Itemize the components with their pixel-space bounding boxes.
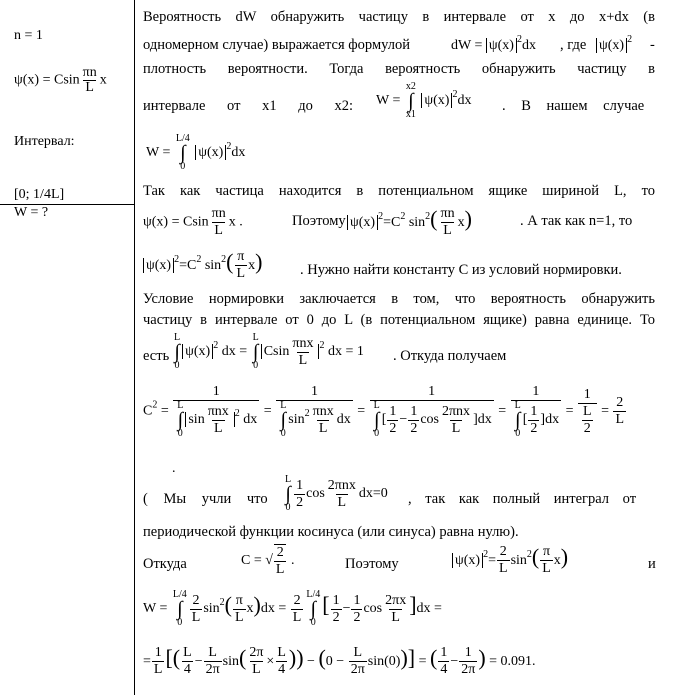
formula-dW: dW = ψ(x) $^2$dx <box>451 34 536 53</box>
p2-line3: . Нужно найти константу C из условий нормировки. <box>300 262 622 278</box>
p2-line2a: Поэтому <box>292 213 346 229</box>
p1-line3: плотность вероятности. Тогда вероятность обнаружить частицу в <box>143 61 655 77</box>
p4-line2: периодической функции косинуса (или синуса) равна нулю). <box>143 524 519 540</box>
p4-line1b: , так как полный интеграл от <box>408 491 637 507</box>
interval-label: Интервал: <box>14 134 75 149</box>
formula-W-L4: W = L/4 ∫ 0 ψ(x) $^2$dx <box>146 133 246 172</box>
p3-line1: Условие нормировки заключается в том, что вероятность обнаружить <box>143 291 655 307</box>
p3-line2: частицу в интервале от 0 до L (в потенциальном ящике) равна единице. То <box>143 312 655 328</box>
interval-value: [0; 1/4L] <box>14 187 65 202</box>
dot: . <box>172 461 176 476</box>
given-psi: ψ(x) = Csin $\frac{\pi n}{L}$ x <box>14 65 107 95</box>
p1-line2a: одномерном случае) выражается формулой <box>143 37 410 53</box>
p4-line1a: ( Мы учли что <box>143 491 268 507</box>
formula-W-final-2: = $\frac{1}{L}$ [( $\frac{L}{4}$ − $\frac{L}{2\pi}$ sin( $\frac{2\pi}{L}$ × $\frac{L}{4}$ )) − (0 − $\frac{L}{2\pi}$ sin(0))] = ( $\frac{1}{4}$ − $\frac{1}{2\pi}$ ) = 0.091. <box>143 645 536 678</box>
formula-psi-sq: ψ(x) $^2=C^2$ $\sin^2$( $\frac{\pi n}{L}$ x) <box>347 206 472 239</box>
p3-line3a: есть <box>143 348 170 364</box>
formula-W-final-1: W = L/4 ∫ 0 $\frac{2}{L}$ $\sin^2$( $\frac{\pi}{L}$ x)dx = $\frac{2}{L}$ L/4 ∫ 0 [ $\frac{1}{2}$ − $\frac{1}{2}$ cos $\frac{2\pi x}{L}$ ]dx = <box>143 589 442 628</box>
p1-line4a: интервале от x1 до x2: <box>143 98 353 114</box>
given-n: n = 1 <box>14 28 43 43</box>
unknown-W: W = ? <box>14 205 49 220</box>
formula-C-squared: $C^2$ = 1 L ∫ 0 sin $\frac{\text{πnx}}{L}$ $^2$ dx = 1 L ∫ 0 $\sin^2$ $\frac{\text{πnx}}{L}$ dx = 1 L ∫ 0 [ $\frac{1}{2}$ − $\frac{1}{2}$ cos $\frac{\text{2πnx}}{L}$ ]dx = 1 L ∫ 0 [ $\frac{1}{2}$ ]dx = $\frac{1}{\frac{L}{2}}$ = $\frac{2}{L}$ <box>143 384 625 439</box>
p5-b: Поэтому <box>345 556 399 572</box>
formula-cos-integral: L ∫ 0 $\frac{1}{2}$ cos $\frac{\text{2πnx}}{L}$ dx=0 <box>285 474 388 513</box>
p5-a: Откуда <box>143 556 187 572</box>
p3-line3b: . Откуда получаем <box>393 348 507 364</box>
formula-density: ψ(x) $^2$ <box>596 34 632 54</box>
p1-line2b: , где <box>560 37 587 53</box>
p2-line1: Так как частица находится в потенциальном ящике шириной L, то <box>143 183 655 199</box>
p1-line2c: - <box>650 37 655 53</box>
formula-C: C = √ $\frac{2}{L}$ . <box>241 545 295 577</box>
p2-line2b: . А так как n=1, то <box>520 213 633 229</box>
formula-psi-sq-final: ψ(x) $^2$= $\frac{2}{L}$ $\sin^2$( $\frac{\pi}{L}$ x) <box>452 544 568 577</box>
p5-c: и <box>648 556 656 572</box>
formula-W-x1-x2: W = x2 ∫ x1 ψ(x) $^2$dx <box>376 81 472 120</box>
formula-psi-sq-n1: ψ(x) $^2=C^2$ $\sin^2$( $\frac{\pi}{L}$ x) <box>143 249 262 282</box>
column-divider <box>134 0 135 695</box>
p1-line1: Вероятность dW обнаружить частицу в интервале от x до x+dx (в <box>143 9 655 25</box>
formula-normalization: L ∫ 0 ψ(x) $^2$ dx = L ∫ 0 Csin $\frac{\text{πnx}}{L}$ $^2$ dx = 1 <box>174 332 364 371</box>
formula-psi: ψ(x) = Csin $\frac{\pi n}{L}$ x . <box>143 206 243 238</box>
p1-line4b: . В нашем случае <box>502 98 645 114</box>
